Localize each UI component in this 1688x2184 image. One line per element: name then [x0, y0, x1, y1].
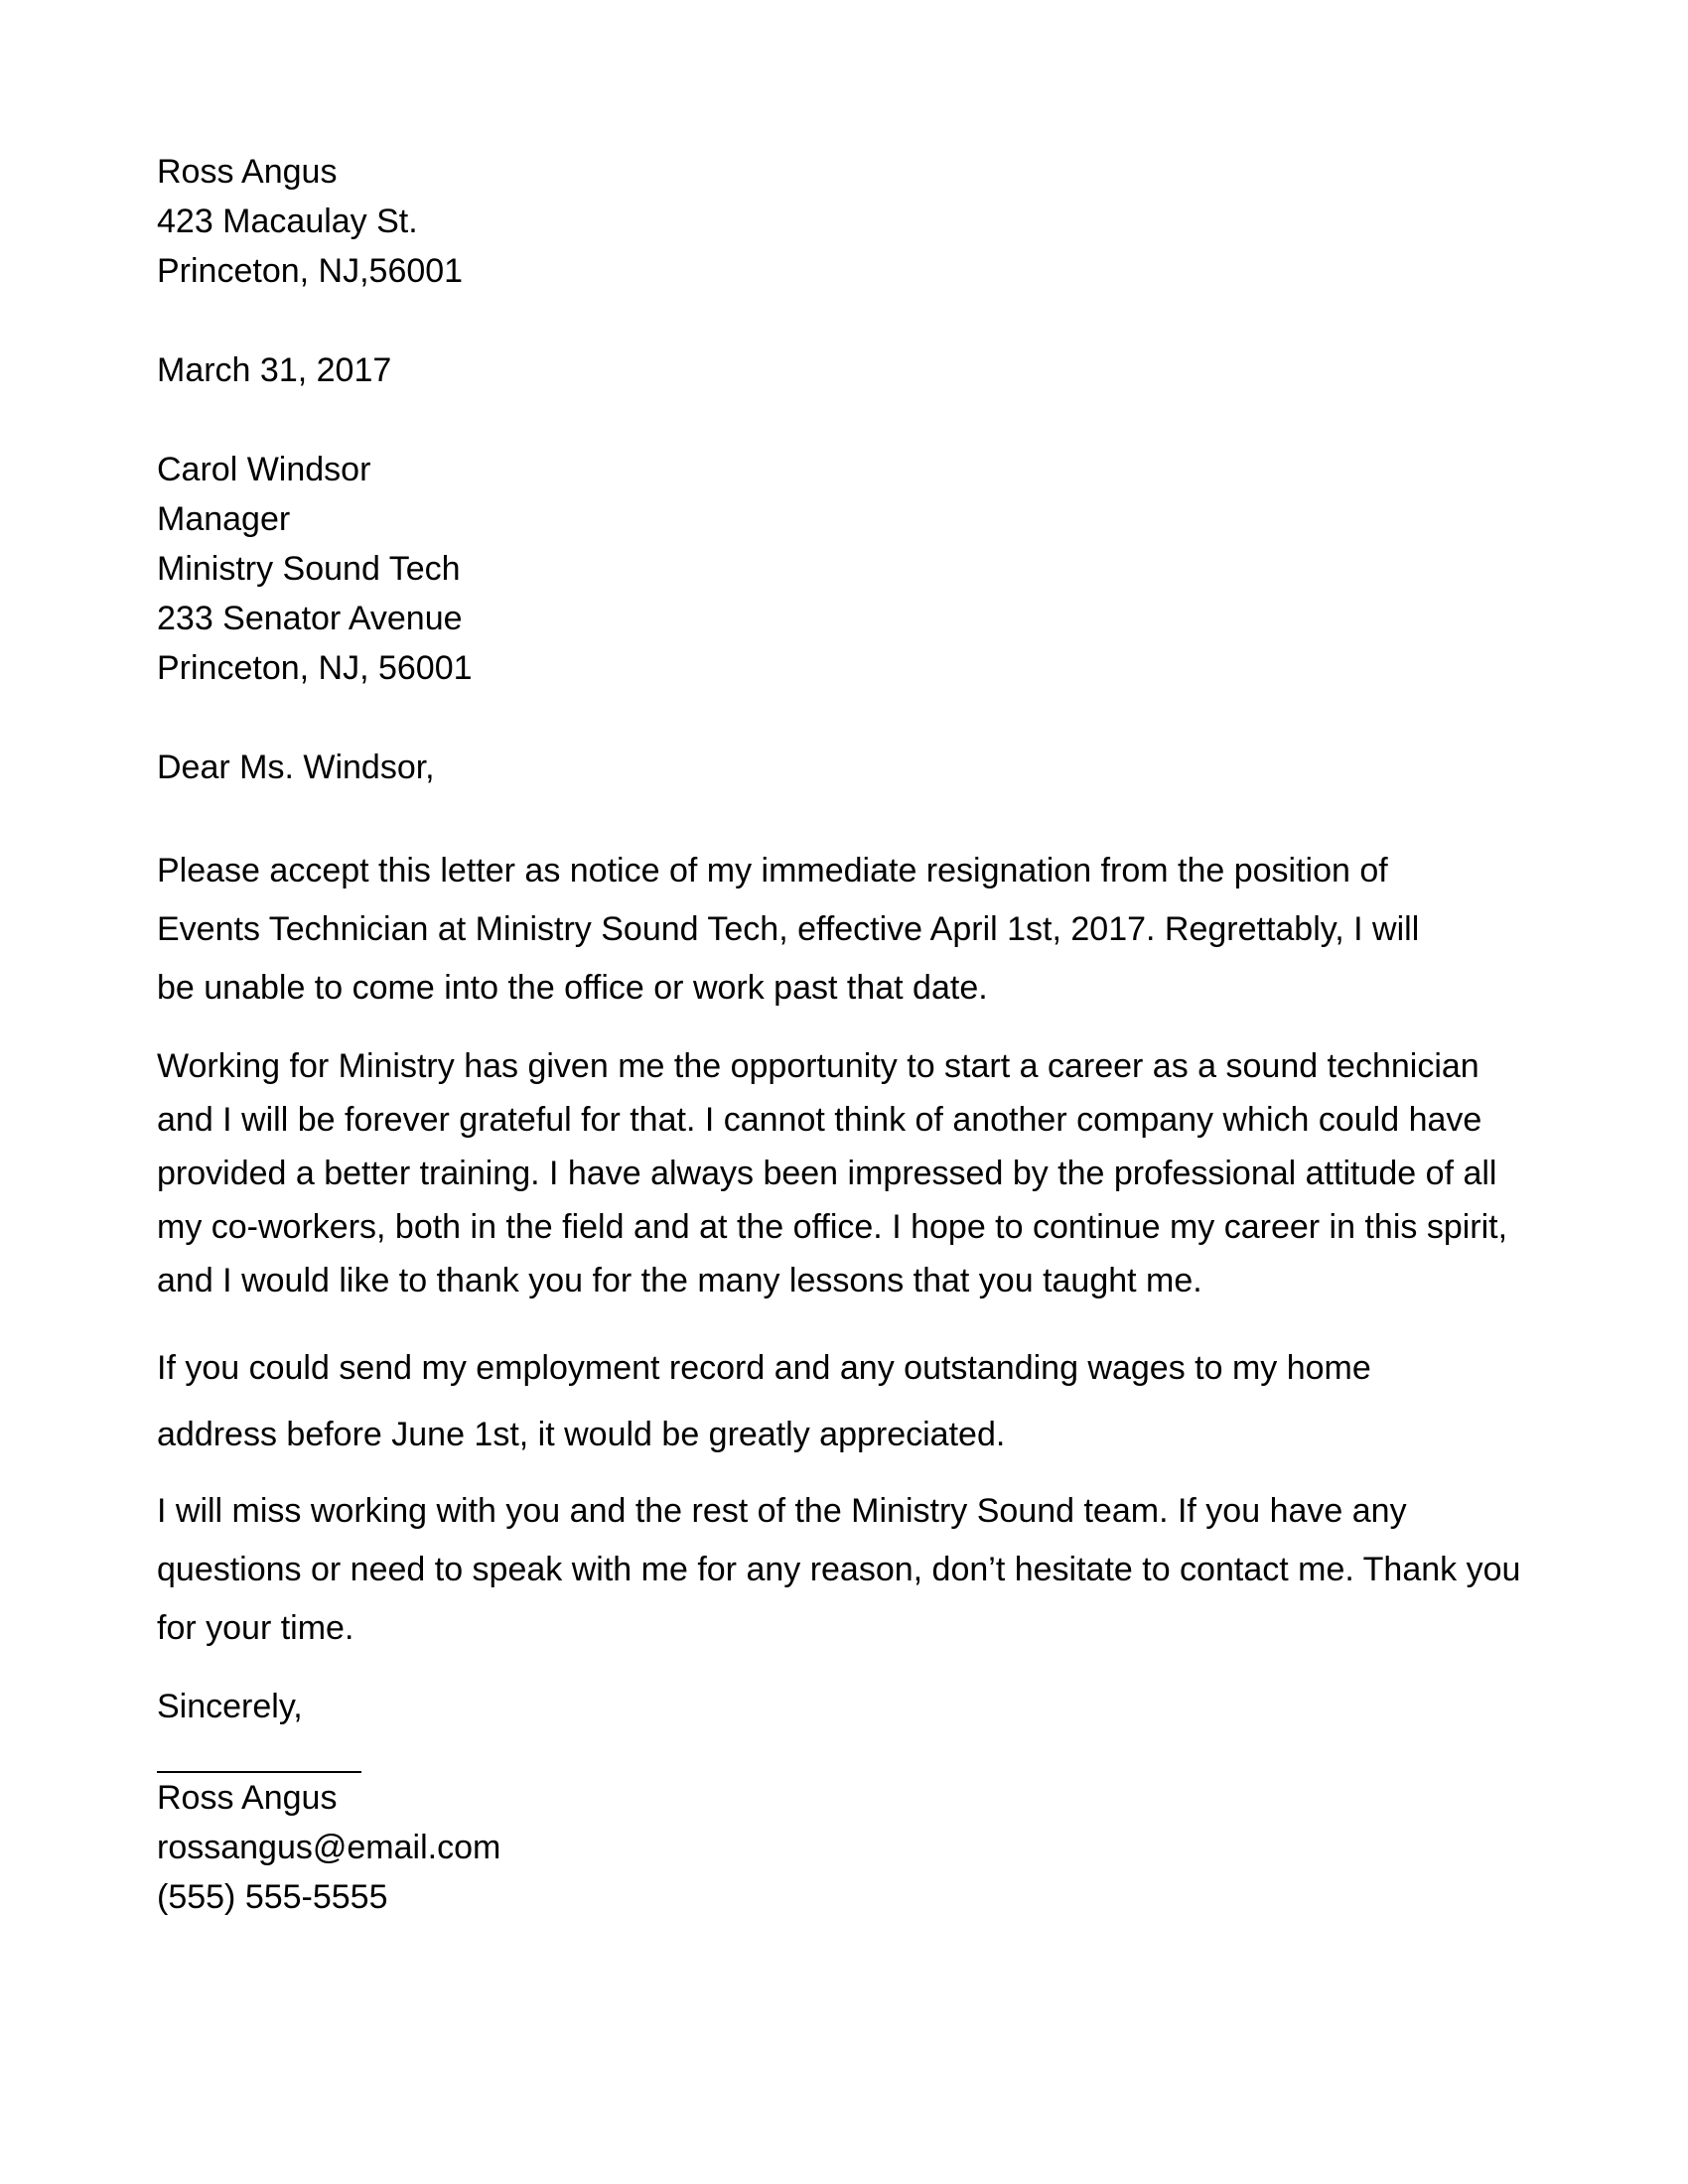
sender-name: Ross Angus	[157, 153, 338, 191]
signature-line	[157, 1731, 361, 1773]
paragraph-line: If you could send my employment record and any outstanding wages to my home	[157, 1349, 1371, 1387]
paragraph-line: provided a better training. I have always been impressed by the professional attitude of all	[157, 1155, 1497, 1192]
signature-phone: (555) 555-5555	[157, 1878, 388, 1916]
paragraph-line: Working for Ministry has given me the opportunity to start a career as a sound technician	[157, 1047, 1479, 1085]
letter-date: March 31, 2017	[157, 351, 392, 389]
paragraph-line: and I would like to thank you for the many lessons that you taught me.	[157, 1262, 1202, 1299]
paragraph-line: and I will be forever grateful for that. I cannot think of another company which could have	[157, 1101, 1482, 1139]
closing: Sincerely,	[157, 1688, 303, 1725]
paragraph-line: I will miss working with you and the rest of the Ministry Sound team. If you have any	[157, 1492, 1407, 1530]
sender-address-block	[157, 147, 1547, 296]
paragraph-line: be unable to come into the office or work past that date.	[157, 969, 988, 1007]
recipient-city-line: Princeton, NJ, 56001	[157, 649, 473, 687]
recipient-title: Manager	[157, 500, 291, 538]
paragraph-line: Events Technician at Ministry Sound Tech, effective April 1st, 2017. Regrettably, I will	[157, 910, 1420, 948]
sender-street: 423 Macaulay St.	[157, 203, 418, 240]
paragraph-line: Please accept this letter as notice of my immediate resignation from the position of	[157, 852, 1388, 889]
paragraph-line: address before June 1st, it would be greatly appreciated.	[157, 1416, 1006, 1453]
recipient-street: 233 Senator Avenue	[157, 600, 463, 637]
signature-email: rossangus@email.com	[157, 1829, 501, 1866]
signature-block	[157, 1773, 1547, 1922]
paragraph-1	[157, 842, 1547, 1018]
paragraph-line: for your time.	[157, 1609, 354, 1647]
recipient-address-block	[157, 445, 1547, 693]
letter-page	[157, 147, 1547, 1922]
paragraph-3	[157, 1335, 1547, 1468]
paragraph-line: questions or need to speak with me for any reason, don’t hesitate to contact me. Thank you	[157, 1551, 1521, 1588]
salutation: Dear Ms. Windsor,	[157, 749, 435, 786]
paragraph-4	[157, 1482, 1547, 1658]
recipient-name: Carol Windsor	[157, 451, 371, 488]
paragraph-2	[157, 1039, 1547, 1307]
paragraph-line: my co-workers, both in the field and at the office. I hope to continue my career in this spirit,	[157, 1208, 1508, 1246]
recipient-company: Ministry Sound Tech	[157, 550, 461, 588]
sender-city-line: Princeton, NJ,56001	[157, 252, 464, 290]
signature-name: Ross Angus	[157, 1779, 338, 1817]
